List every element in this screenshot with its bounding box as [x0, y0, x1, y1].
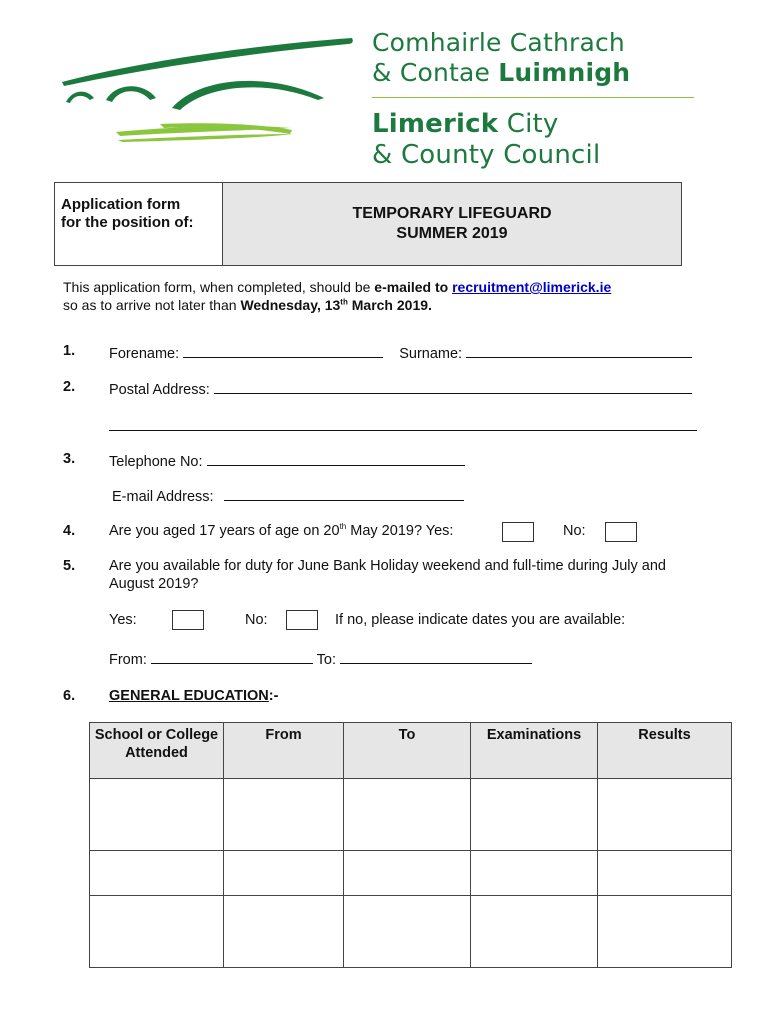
table-cell[interactable] — [90, 896, 224, 968]
table-cell[interactable] — [471, 779, 598, 851]
age-yes-checkbox[interactable] — [502, 522, 534, 542]
question-number-5: 5. — [63, 558, 76, 574]
postal-address-row — [109, 379, 692, 398]
table-cell[interactable] — [598, 896, 732, 968]
postal-address-label: Postal Address: — [109, 382, 210, 398]
postal-address-field-line2[interactable] — [109, 416, 697, 431]
availability-question-line2: August 2019? — [109, 576, 199, 592]
age-no-label: No: — [563, 523, 586, 539]
table-cell[interactable] — [598, 851, 732, 896]
availability-yes-label: Yes: — [109, 612, 137, 628]
question-number-2: 2. — [63, 379, 76, 395]
table-row — [90, 779, 732, 851]
availability-no-checkbox[interactable] — [286, 610, 318, 630]
table-cell[interactable] — [471, 896, 598, 968]
general-education-heading: GENERAL EDUCATION:- — [109, 688, 279, 704]
age-no-checkbox[interactable] — [605, 522, 637, 542]
education-table-header — [90, 723, 732, 779]
logo-english-line2: & County Council — [372, 140, 601, 170]
table-cell[interactable] — [344, 779, 471, 851]
from-label: From: — [109, 652, 147, 668]
col-from: From — [224, 723, 344, 779]
question-number-6: 6. — [63, 688, 76, 704]
col-examinations: Examinations — [471, 723, 598, 779]
logo-divider — [372, 97, 694, 98]
forename-field[interactable] — [183, 343, 383, 358]
position-title: TEMPORARY LIFEGUARD SUMMER 2019 — [223, 183, 681, 265]
forename-label: Forename: — [109, 346, 180, 362]
email-field[interactable] — [224, 486, 464, 501]
position-header-box — [54, 182, 682, 266]
table-cell[interactable] — [344, 896, 471, 968]
table-cell[interactable] — [471, 851, 598, 896]
logo-irish-line2: & Contae Luimnigh — [372, 58, 631, 87]
telephone-label: Telephone No: — [109, 454, 203, 470]
application-form-label: Application form for the position of: — [55, 183, 223, 265]
to-date-field[interactable] — [340, 649, 532, 664]
question-number-1: 1. — [63, 343, 76, 359]
logo-english-line1: Limerick City — [372, 109, 559, 139]
postal-address-row-2 — [109, 416, 697, 435]
telephone-field[interactable] — [207, 451, 465, 466]
table-cell[interactable] — [224, 779, 344, 851]
email-label: E-mail Address: — [112, 489, 214, 505]
telephone-row — [109, 451, 465, 470]
table-row — [90, 896, 732, 968]
submission-instructions: This application form, when completed, should be e-mailed to recruitment@limerick.ie so as to arrive not later than Wednesday, 13th March 2019. — [63, 279, 612, 313]
email-row — [112, 486, 464, 505]
table-cell[interactable] — [344, 851, 471, 896]
surname-label: Surname: — [399, 346, 463, 362]
table-cell[interactable] — [90, 851, 224, 896]
table-cell[interactable] — [90, 779, 224, 851]
table-cell[interactable] — [598, 779, 732, 851]
council-logo-graphic — [60, 30, 360, 150]
table-cell[interactable] — [224, 851, 344, 896]
table-row — [90, 851, 732, 896]
question-number-4: 4. — [63, 523, 76, 539]
surname-field[interactable] — [466, 343, 692, 358]
col-results: Results — [598, 723, 732, 779]
table-cell[interactable] — [224, 896, 344, 968]
col-to: To — [344, 723, 471, 779]
name-row — [109, 343, 692, 362]
question-number-3: 3. — [63, 451, 76, 467]
availability-no-label: No: — [245, 612, 268, 628]
availability-dates-instruction: If no, please indicate dates you are available: — [335, 612, 626, 628]
availability-question-line1: Are you available for duty for June Bank Holiday weekend and full-time during July and — [109, 558, 666, 574]
logo-irish-line1: Comhairle Cathrach — [372, 28, 625, 57]
postal-address-field-line1[interactable] — [214, 379, 692, 394]
education-table — [89, 722, 732, 968]
availability-dates-row — [109, 649, 532, 668]
to-label: To: — [316, 652, 337, 668]
council-name-block — [372, 28, 702, 171]
availability-yes-checkbox[interactable] — [172, 610, 204, 630]
from-date-field[interactable] — [151, 649, 313, 664]
col-school: School or College Attended — [90, 723, 224, 779]
age-question: Are you aged 17 years of age on 20th May 2019? Yes: — [109, 522, 454, 539]
recruitment-email-link[interactable]: recruitment@limerick.ie — [452, 279, 612, 295]
